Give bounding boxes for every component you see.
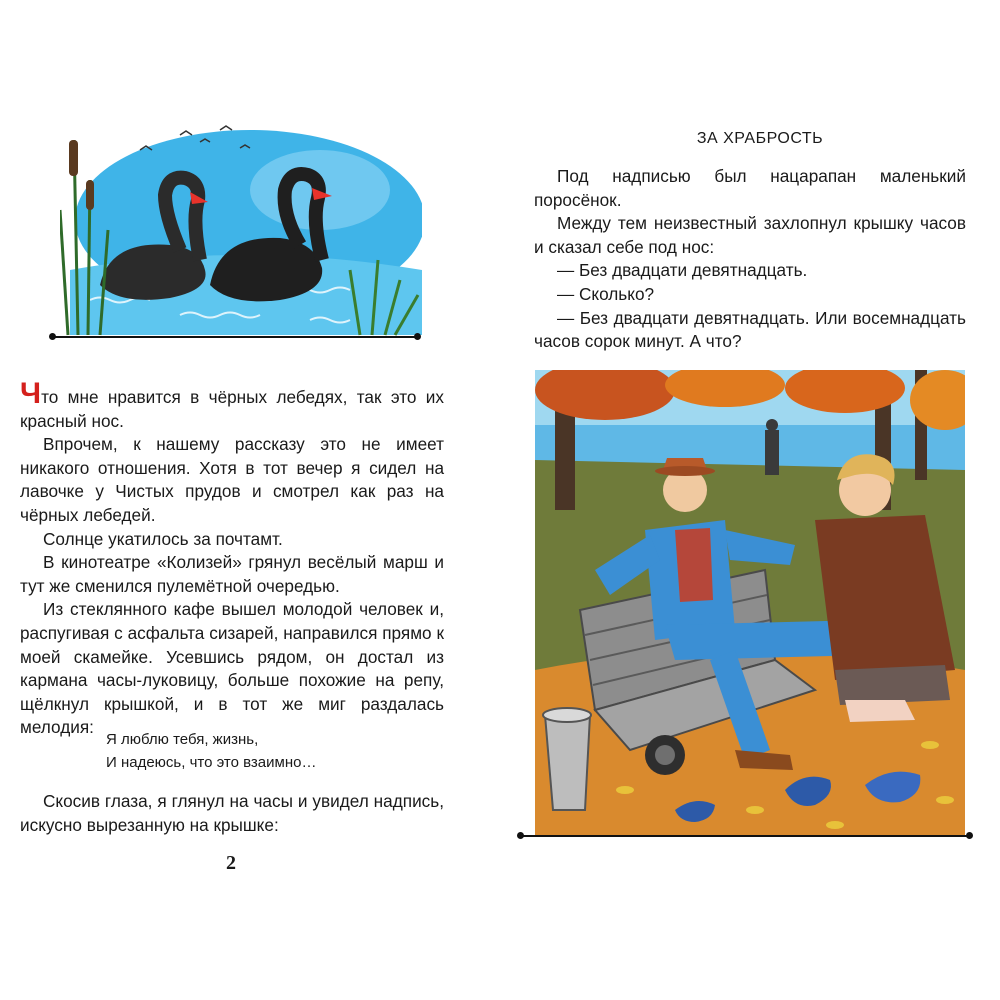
- right-page-text: [534, 165, 966, 354]
- dialogue-line: — Без двадцати девятнадцать. Или восемнадцать часов сорок минут. А что?: [534, 307, 966, 352]
- dialogue-line: — Сколько?: [557, 283, 655, 304]
- paragraph: Солнце укатилось за почтамт.: [43, 528, 283, 549]
- paragraph: Впрочем, к нашему рассказу это не имеет никакого отношения. Хотя в тот вечер я сидел на лавочке у Чистых прудов и смотрел как раз на чёрных лебедей.: [20, 434, 444, 525]
- swan-illustration-rule: [52, 336, 418, 338]
- right-page: [500, 0, 1000, 1000]
- chapter-title: ЗА ХРАБРОСТЬ: [696, 130, 824, 147]
- poem-line: И надеюсь, что это взаимно…: [106, 754, 317, 771]
- paragraph: В кинотеатре «Колизей» грянул весёлый марш и тут же сменился пулемётной очередью.: [20, 552, 444, 596]
- paragraph: Из стеклянного кафе вышел молодой человек и, распугивая с асфальта сизарей, направился прямо к моей скамейке. Усевшись рядом, он достал из кармана часы-луковицу, больше похожие на репу, щёлкнул крышкой, и в тот же миг раздалась мелодия:: [20, 599, 444, 738]
- dialogue-line: — Без двадцати девятнадцать.: [557, 260, 808, 281]
- paragraph: Скосив глаза, я глянул на часы и увидел надпись, искусно вырезанную на крышке:: [20, 791, 444, 835]
- dropcap-letter: Ч: [20, 377, 42, 410]
- park-bench-illustration: [535, 370, 965, 835]
- page-number: 2: [226, 852, 236, 874]
- poem-line: Я люблю тебя, жизнь,: [106, 731, 259, 748]
- paragraph-opening-text: то мне нравится в чёрных лебедях, так это их красный нос.: [20, 387, 444, 431]
- left-page-text: [20, 377, 444, 740]
- poem-quote: [106, 728, 316, 774]
- paragraph: Между тем неизвестный захлопнул крышку часов и сказал себе под нос:: [534, 213, 966, 257]
- black-swans-illustration: [60, 120, 422, 340]
- left-page-closing: [20, 790, 444, 837]
- park-illustration-rule: [520, 835, 970, 837]
- paragraph: Под надписью был нацарапан маленький поросёнок.: [534, 166, 966, 210]
- paragraph-opening: [20, 377, 444, 433]
